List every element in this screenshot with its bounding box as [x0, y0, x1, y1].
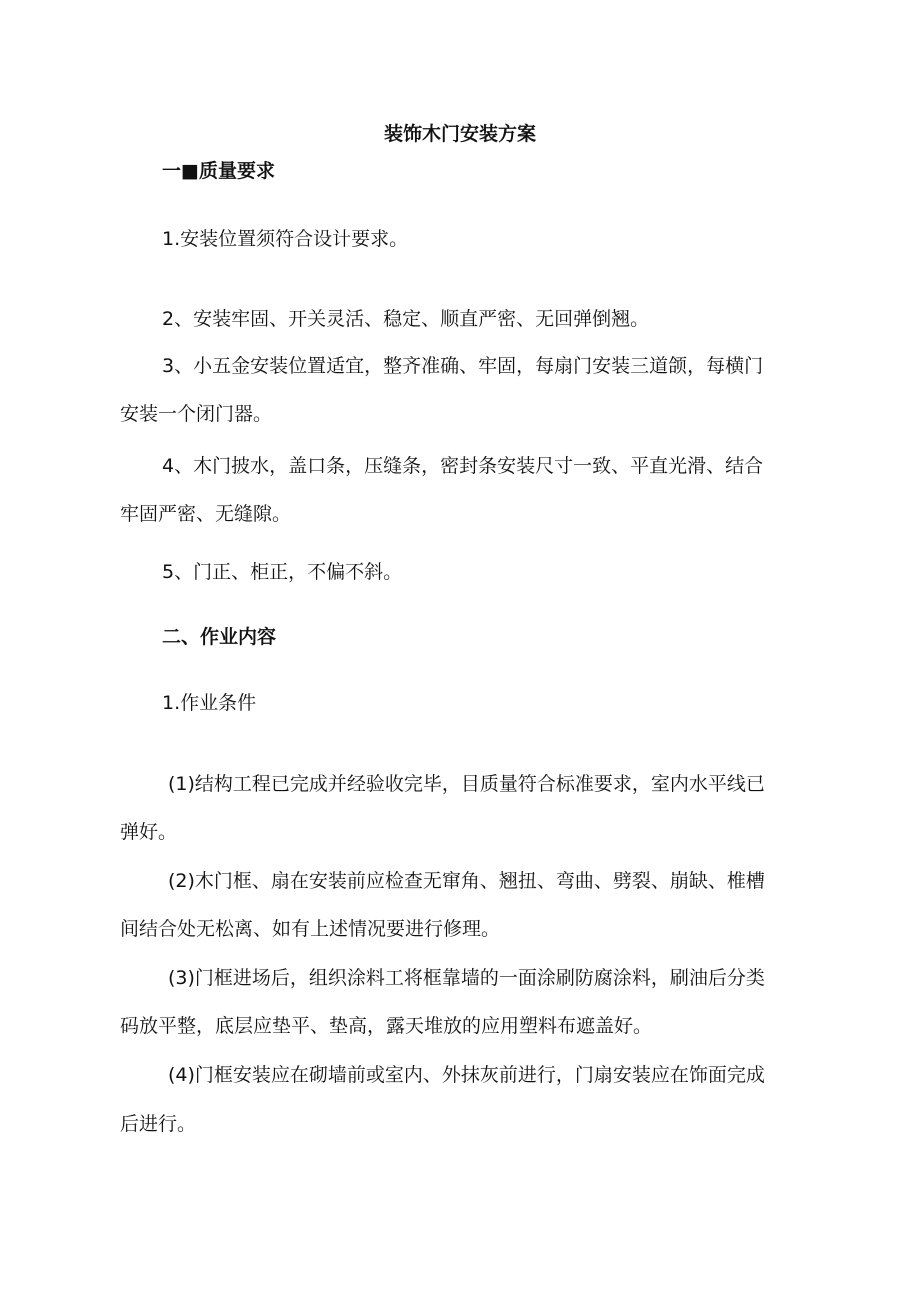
condition-4-line-1: (4)门框安装应在砌墙前或室内、外抹灰前进行，门扇安装应在饰面完成 — [168, 1064, 765, 1086]
condition-3-line-2: 码放平整，底层应垫平、垫高，露天堆放的应用塑料布遮盖好。 — [120, 1015, 653, 1037]
condition-3-line-1: (3)门框进场后，组织涂料工将框靠墙的一面涂刷防腐涂料，刷油后分类 — [168, 967, 765, 989]
requirement-3-line-1: 3、小五金安装位置适宜，整齐准确、牢固，每扇门安装三道颌，每横门 — [162, 355, 764, 377]
condition-2-line-1: (2)木门框、扇在安装前应检查无窜角、翘扭、弯曲、劈裂、崩缺、椎槽 — [168, 870, 765, 892]
document-title: 装饰木门安装方案 — [383, 123, 536, 145]
section2-subheading: 1.作业条件 — [162, 692, 257, 714]
section1-heading: 一■质量要求 — [162, 160, 275, 182]
section2-heading: 二、作业内容 — [162, 626, 277, 648]
requirement-4-line-2: 牢固严密、无缝隙。 — [120, 503, 292, 525]
requirement-2: 2、安装牢固、开关灵活、稳定、顺直严密、无回弹倒翘。 — [162, 308, 650, 330]
condition-1-line-2: 弹好。 — [120, 821, 178, 843]
condition-1-line-1: (1)结构工程已完成并经验收完毕，目质量符合标准要求，室内水平线已 — [168, 773, 765, 795]
condition-2-line-2: 间结合处无松离、如有上述情况要进行修理。 — [120, 918, 501, 940]
requirement-3-line-2: 安装一个闭门器。 — [120, 403, 273, 425]
requirement-4-line-1: 4、木门披水，盖口条，压缝条，密封条安装尺寸一致、平直光滑、结合 — [162, 455, 764, 477]
requirement-5: 5、门正、柜正，不偏不斜。 — [162, 561, 403, 583]
condition-4-line-2: 后进行。 — [120, 1113, 197, 1135]
requirement-1: 1.安装位置须符合设计要求。 — [162, 228, 409, 250]
